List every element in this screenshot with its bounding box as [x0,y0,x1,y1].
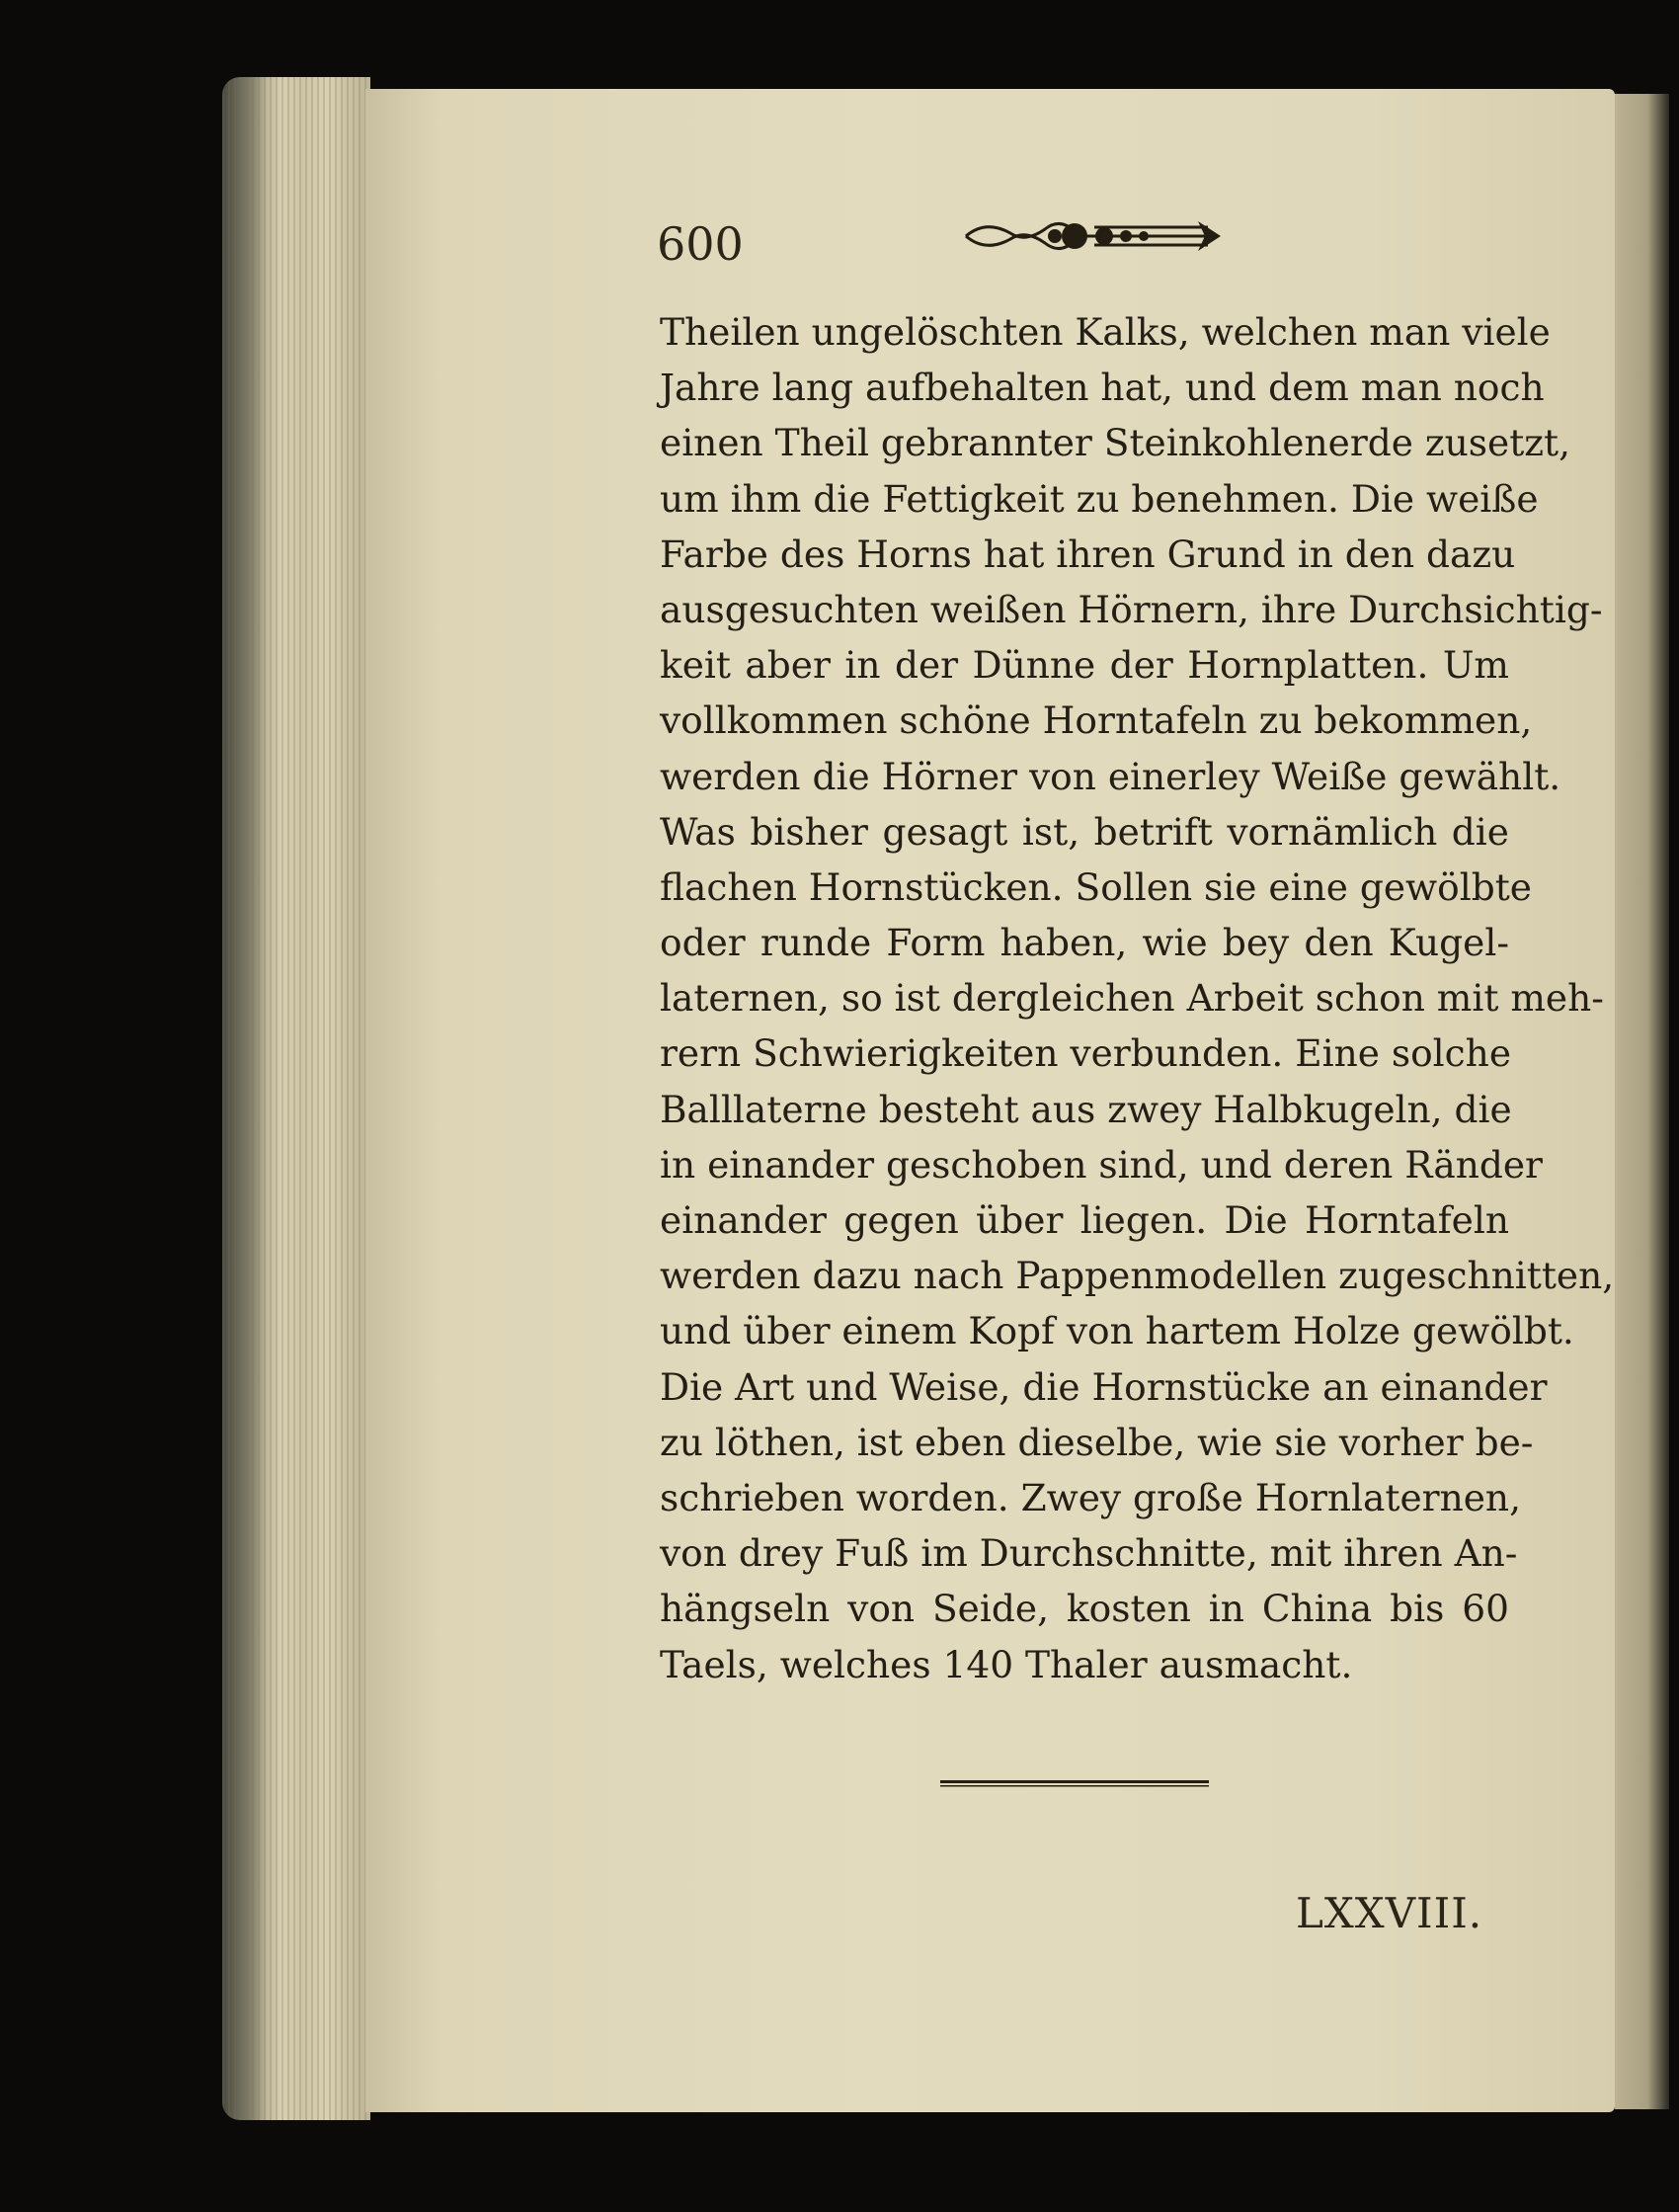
ornament-flourish-icon [956,207,1231,265]
text-line: rern Schwierigkeiten verbunden. Eine solche [660,1031,1512,1076]
text-line: von drey Fuß im Durchschnitte, mit ihren An- [660,1531,1518,1576]
text-line: flachen Hornstücken. Sollen sie eine gewölbte [660,864,1532,909]
text-line: schrieben worden. Zwey große Hornlaternen, [660,1475,1522,1519]
text-line: zu löthen, ist eben dieselbe, wie sie vorher be- [660,1420,1534,1464]
text-line: Was bisher gesagt ist, betrift vornämlich die [660,809,1509,854]
text-line: Die Art und Weise, die Hornstücke an einander [660,1364,1548,1409]
text-line: hängseln von Seide, kosten in China bis 60 [660,1587,1509,1631]
facing-page-edge [1615,94,1669,2109]
book-page-edges [222,77,370,2120]
text-line: Theilen ungelöschten Kalks, welchen man viele [660,310,1551,354]
page-number: 600 [657,217,744,271]
section-divider-rule [940,1779,1209,1788]
text-line: laternen, so ist dergleichen Arbeit schon mit meh- [660,976,1604,1021]
text-line: Balllaterne besteht aus zwey Halbkugeln, die [660,1087,1512,1131]
text-line: einen Theil gebrannter Steinkohlenerde zusetzt, [660,421,1571,465]
body-text [660,304,1615,1692]
text-line: vollkommen schöne Horntafeln zu bekommen, [660,698,1533,743]
text-line: einander gegen über liegen. Die Horntafeln [660,1198,1509,1242]
text-line: Taels, welches 140 Thaler ausmacht. [660,1642,1353,1686]
text-line: Farbe des Horns hat ihren Grund in den dazu [660,532,1516,576]
text-line: in einander geschoben sind, und deren Ränder [660,1142,1543,1187]
text-line: und über einem Kopf von hartem Holze gewölbt. [660,1309,1574,1353]
text-line: werden dazu nach Pappenmodellen zugeschnitten, [660,1254,1615,1298]
text-line: oder runde Form haben, wie bey den Kugel- [660,921,1509,965]
text-line: Jahre lang aufbehalten hat, und dem man noch [660,366,1545,410]
text-line: keit aber in der Dünne der Hornplatten. Um [660,643,1509,688]
text-line: ausgesuchten weißen Hörnern, ihre Durchsichtig- [660,587,1603,631]
text-line: werden die Hörner von einerley Weiße gewählt. [660,754,1561,798]
catchword: LXXVIII. [1296,1889,1483,1937]
text-line: um ihm die Fettigkeit zu benehmen. Die weiße [660,476,1539,521]
